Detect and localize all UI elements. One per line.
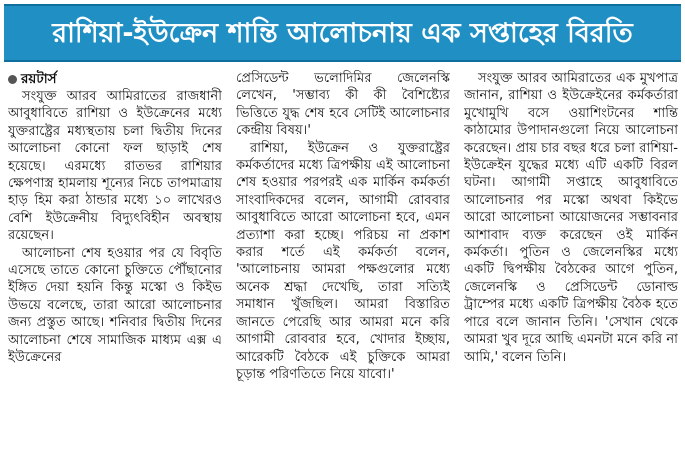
headline: রাশিয়া-ইউক্রেন শান্তি আলোচনায় এক সপ্তাহের বিরতি bbox=[52, 17, 633, 49]
paragraph: সংযুক্ত আরব আমিরাতের এক মুখপাত্র জানান, রাশিয়া ও ইউক্রেইনের কর্মকর্তারা মুখোমুখি বসে ওয়াশিংটনের শান্তি কাঠামোর উপাদানগুলো নিয়ে আলোচনা করেছেন। প্রায় চার বছর ধরে চলা রাশিয়া-ইউক্রেইন যুদ্ধের মধ্যে এটি একটি বিরল ঘটনা। আগামী সপ্তাহে আবুধাবিতে আলোচনার পর মস্কো অথবা কিইভে আরো আলোচনা আয়োজনের সম্ভাবনার আশাবাদ ব্যক্ত করেছেন ওই মার্কিন কর্মকর্তা। পুতিন ও জেলেনস্কির মধ্যে একটি দ্বিপক্ষীয় বৈঠকের আগে পুতিন, জেলেনস্কি ও প্রেসিডেন্ট ডোনাল্ড ট্রাম্পের মধ্যে একটি ত্রিপক্ষীয় বৈঠক হতে পারে বলে জানান তিনি। 'সেখান থেকে আমরা খুব দূরে আছি এমনটা মনে করি না আমি,' বলেন তিনি। bbox=[464, 71, 678, 365]
column-3 bbox=[464, 70, 678, 470]
column-2 bbox=[236, 70, 450, 470]
paragraph: সংযুক্ত আরব আমিরাতের রাজধানী আবুধাবিতে রাশিয়া ও ইউক্রেনের মধ্যে যুক্তরাষ্ট্রের মধ্যস্থতায় চলা দ্বিতীয় দিনের আলোচনা কোনো ফল ছাড়াই শেষ হয়েছে। এরমধ্যে রাতভর রাশিয়ার ক্ষেপণাস্ত্র হামলায় শূন্যের নিচে তাপমাত্রায় হাড় হিম করা ঠান্ডার মধ্যে ১০ লাখেরও বেশি ইউক্রেনীয় বিদ্যুৎবিহীন অবস্থায় রয়েছেন। bbox=[8, 89, 222, 244]
paragraph: প্রেসিডেন্ট ভলোদিমির জেলেনস্কি লেখেন, 'সম্ভাব্য কী কী বৈশিষ্ট্যের ভিত্তিতে যুদ্ধ শেষ হবে সেটিই আলোচনার কেন্দ্রীয় বিষয়।' bbox=[236, 71, 450, 139]
paragraph: আলোচনা শেষ হওয়ার পর যে বিবৃতি এসেছে তাতে কোনো চুক্তিতে পৌঁছানোর ইঙ্গিত দেয়া হয়নি কিন্তু মস্কো ও কিইভ উভয়ে বলেছে, তারা আরো আলোচনার জন্য প্রস্তুত আছে। শনিবার দ্বিতীয় দিনের আলোচনা শেষে সামাজিক মাধ্যম এক্স এ ইউক্রেনের bbox=[8, 245, 222, 366]
paragraph: রাশিয়া, ইউক্রেন ও যুক্তরাষ্ট্রের কর্মকর্তাদের মধ্যে ত্রিপক্ষীয় এই আলোচনা শেষ হওয়ার পরপরই এক মার্কিন কর্মকর্তা সাংবাদিকদের বলেন, আগামী রোববার আবুধাবিতে আরো আলোচনা হবে, এমন প্রত্যাশা করা হচ্ছে। পরিচয় না প্রকাশ করার শর্তে এই কর্মকর্তা বলেন, 'আলোচনায় আমরা পক্ষগুলোর মধ্যে অনেক শ্রদ্ধা দেখেছি, তারা সত্যিই সমাধান খুঁজছিল। আমরা বিস্তারিত জানতে পেরেছি আর আমরা মনে করি আগামী রোববার হবে, খোদার ইচ্ছায়, আরেকটি বৈঠকে এই চুক্তিকে আমরা চূড়ান্ত পরিণতিতে নিয়ে যাবো।' bbox=[236, 140, 450, 382]
article-body bbox=[8, 70, 678, 470]
byline-text: রয়টার্স bbox=[21, 71, 57, 87]
headline-banner bbox=[4, 4, 681, 62]
column-1 bbox=[8, 70, 222, 470]
bullet-icon bbox=[8, 75, 17, 84]
byline bbox=[8, 70, 222, 88]
